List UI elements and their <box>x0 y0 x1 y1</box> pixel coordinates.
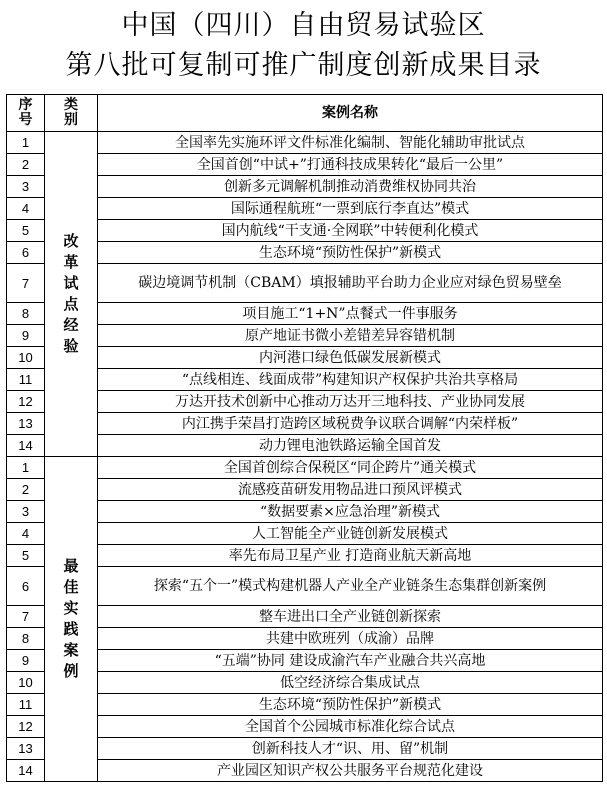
case-name: 动力锂电池铁路运输全国首发 <box>98 435 603 457</box>
row-number: 13 <box>7 738 45 760</box>
row-number: 4 <box>7 198 45 220</box>
case-name: 全国首创“中试+”打通科技成果转化“最后一公里” <box>98 154 603 176</box>
case-name: 共建中欧班列（成渝）品牌 <box>98 628 603 650</box>
row-number: 5 <box>7 545 45 567</box>
row-number: 10 <box>7 347 45 369</box>
header-name: 案例名称 <box>98 95 603 132</box>
category-label: 最佳实践案例 <box>63 557 79 680</box>
row-number: 2 <box>7 154 45 176</box>
row-number: 13 <box>7 413 45 435</box>
case-name: 全国首创综合保税区“同企跨片”通关模式 <box>98 457 603 479</box>
case-name: 率先布局卫星产业 打造商业航天新高地 <box>98 545 603 567</box>
row-number: 3 <box>7 176 45 198</box>
row-number: 10 <box>7 672 45 694</box>
row-number: 7 <box>7 606 45 628</box>
case-name: 全国率先实施环评文件标准化编制、智能化辅助审批试点 <box>98 132 603 154</box>
row-number: 8 <box>7 628 45 650</box>
case-name: 原产地证书微小差错差异容错机制 <box>98 325 603 347</box>
case-name: 全国首个公园城市标准化综合试点 <box>98 716 603 738</box>
row-number: 2 <box>7 479 45 501</box>
row-number: 14 <box>7 435 45 457</box>
case-name: 产业园区知识产权公共服务平台规范化建设 <box>98 760 603 782</box>
case-name: 国际通程航班“一票到底行李直达”模式 <box>98 198 603 220</box>
case-name: 探索“五个一”模式构建机器人产业全产业链条生态集群创新案例 <box>98 567 603 606</box>
row-number: 1 <box>7 457 45 479</box>
page-title: 中国（四川）自由贸易试验区 <box>121 10 486 41</box>
case-name: 生态环境“预防性保护”新模式 <box>98 694 603 716</box>
row-number: 12 <box>7 391 45 413</box>
case-name: 流感疫苗研发用物品进口预风评模式 <box>98 479 603 501</box>
case-name: 创新多元调解机制推动消费维权协同共治 <box>98 176 603 198</box>
row-number: 9 <box>7 650 45 672</box>
case-name: 整车进出口全产业链创新探索 <box>98 606 603 628</box>
case-name: “五端”协同 建设成渝汽车产业融合共兴高地 <box>98 650 603 672</box>
row-number: 8 <box>7 303 45 325</box>
table-row <box>7 457 603 479</box>
case-name: 低空经济综合集成试点 <box>98 672 603 694</box>
row-number: 14 <box>7 760 45 782</box>
row-number: 3 <box>7 501 45 523</box>
table-row <box>7 132 603 154</box>
page-subtitle: 第八批可复制可推广制度创新成果目录 <box>65 50 542 81</box>
row-number: 6 <box>7 242 45 264</box>
case-name: 万达开技术创新中心推动万达开三地科技、产业协同发展 <box>98 391 603 413</box>
header-category: 类别 <box>45 95 98 132</box>
row-number: 9 <box>7 325 45 347</box>
table-body <box>7 132 603 782</box>
row-number: 7 <box>7 264 45 303</box>
row-number: 6 <box>7 567 45 606</box>
case-name: 国内航线“干支通·全网联”中转便利化模式 <box>98 220 603 242</box>
category-label: 改革试点经验 <box>63 232 79 355</box>
case-name: 生态环境“预防性保护”新模式 <box>98 242 603 264</box>
case-name: 人工智能全产业链创新发展模式 <box>98 523 603 545</box>
table-header-row <box>7 95 603 132</box>
row-number: 11 <box>7 369 45 391</box>
row-number: 12 <box>7 716 45 738</box>
header-no: 序号 <box>7 95 45 132</box>
category-cell <box>45 132 98 457</box>
row-number: 1 <box>7 132 45 154</box>
row-number: 5 <box>7 220 45 242</box>
case-name: “数据要素×应急治理”新模式 <box>98 501 603 523</box>
case-name: 碳边境调节机制（CBAM）填报辅助平台助力企业应对绿色贸易壁垒 <box>98 264 603 303</box>
results-table <box>6 94 603 782</box>
case-name: 内河港口绿色低碳发展新模式 <box>98 347 603 369</box>
row-number: 4 <box>7 523 45 545</box>
case-name: “点线相连、线面成带”构建知识产权保护共治共享格局 <box>98 369 603 391</box>
case-name: 内江携手荣昌打造跨区域税费争议联合调解“内荣样板” <box>98 413 603 435</box>
row-number: 11 <box>7 694 45 716</box>
case-name: 创新科技人才“识、用、留”机制 <box>98 738 603 760</box>
case-name: 项目施工“1+N”点餐式一件事服务 <box>98 303 603 325</box>
category-cell <box>45 457 98 782</box>
